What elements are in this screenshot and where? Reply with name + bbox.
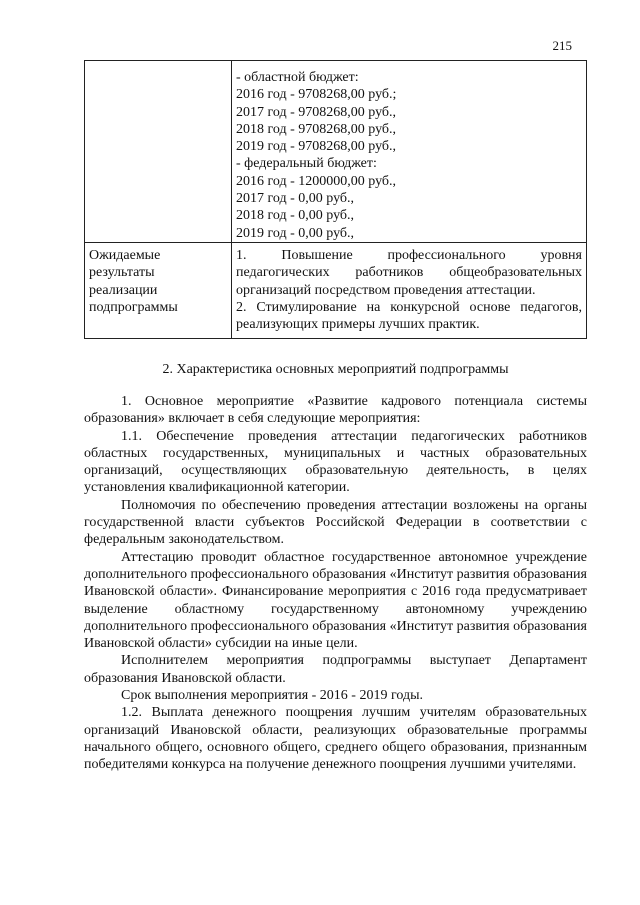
paragraph: 1.2. Выплата денежного поощрения лучшим учителям образовательных организаций Ивановской области, реализующих образовательные программы начального общего, основного общего, среднего общего образования, признанным победителями конкурса на получение денежного поощрения лучшими учителями. xyxy=(84,705,587,773)
paragraph: Исполнителем мероприятия подпрограммы выступает Департамент образования Ивановской области. xyxy=(84,653,587,686)
expected-results-label-line: результаты xyxy=(89,265,155,281)
paragraph: 1.1. Обеспечение проведения аттестации педагогических работников областных государственных, муниципальных и частных образовательных организаций, осуществляющих образовательную деятельность, в целях установления квалификационной категории. xyxy=(84,428,587,496)
paragraph: Срок выполнения мероприятия - 2016 - 2019 годы. xyxy=(121,688,423,704)
funding-line: 2018 год - 9708268,00 руб., xyxy=(236,121,397,137)
funding-line: - областной бюджет: xyxy=(236,70,359,85)
funding-line: 2019 год - 9708268,00 руб., xyxy=(236,139,397,155)
expected-result-item: 2. Стимулирование на конкурсной основе педагогов, реализующих примеры лучших практик. xyxy=(236,299,582,333)
expected-results-label-line: Ожидаемые xyxy=(89,247,161,263)
table-row-funding xyxy=(85,61,587,243)
funding-line: - федеральный бюджет: xyxy=(236,156,377,172)
section-title: 2. Характеристика основных мероприятий подпрограммы xyxy=(162,362,509,377)
funding-line: 2018 год - 0,00 руб., xyxy=(236,208,355,224)
funding-line: 2017 год - 0,00 руб., xyxy=(236,191,355,207)
subprogram-passport-table xyxy=(84,60,587,339)
paragraph: 1. Основное мероприятие «Развитие кадрового потенциала системы образования» включает в себя следующие мероприятия: xyxy=(84,394,587,427)
expected-results-label-line: реализации xyxy=(89,282,158,298)
section-body xyxy=(84,393,587,774)
funding-details-cell xyxy=(232,61,587,243)
funding-line: 2016 год - 9708268,00 руб.; xyxy=(236,87,397,103)
paragraph: Полномочия по обеспечению проведения аттестации возложены на органы государственной власти субъектов Российской Федерации в соответствии с федеральным законодательством. xyxy=(84,497,587,548)
funding-line: 2017 год - 9708268,00 руб., xyxy=(236,104,397,120)
expected-results-label-cell xyxy=(85,242,232,338)
funding-label-cell xyxy=(85,61,232,243)
expected-results-cell xyxy=(232,242,587,338)
funding-line: 2016 год - 1200000,00 руб., xyxy=(236,173,397,189)
table-row-expected-results xyxy=(85,242,587,338)
expected-results-label-line: подпрограммы xyxy=(89,299,178,315)
paragraph: Аттестацию проводит областное государственное автономное учреждение дополнительного профессионального образования «Институт развития образования Ивановской области». Финансирование мероприятия с 2016 года предусматривает выделение областному государственному автономному учреждению дополнительного профессионального образования «Институт развития образования Ивановской области» субсидии на иные цели. xyxy=(84,549,587,652)
page-number: 215 xyxy=(552,38,572,53)
funding-line: 2019 год - 0,00 руб., xyxy=(236,225,355,241)
expected-result-item: 1. Повышение профессионального уровня педагогических работников общеобразовательных организаций посредством проведения аттестации. xyxy=(236,247,582,298)
